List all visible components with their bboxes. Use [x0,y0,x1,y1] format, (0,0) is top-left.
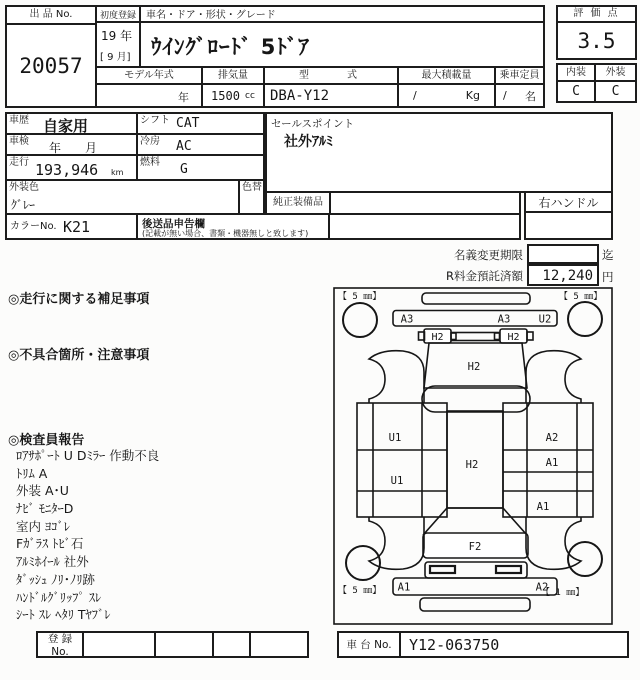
car-name-cell [141,7,543,68]
aircon-value: AC [176,139,192,154]
registration-no-label: 登 録 No. [38,633,84,656]
color-change-cell [240,181,263,213]
first-registration-cell [97,7,141,68]
defects-title: ◎不具合箇所・注意事項 [8,348,150,363]
model-year-cell [97,68,203,106]
taillight-left [430,566,455,573]
interior-label: 内装 [558,65,596,82]
exterior-value: C [611,84,620,99]
wheel-rear-right [568,542,602,576]
inspector-line: ﾄﾘﾑ A [16,465,48,481]
capacity-value: / [503,89,507,102]
model-code-cell [265,68,399,106]
ext-color-cell [7,181,240,213]
front-bumper-strip [422,293,530,304]
interior-exterior-box [556,63,637,103]
shift-cell [138,114,263,133]
mileage-label: 走行 [9,157,29,168]
inspector-line: ｼｰﾄ ｽﾚ ﾍﾀﾘ Tﾔﾌﾞﾚ [16,607,111,623]
mark-front-bumper-center: A3 [497,313,511,326]
inspector-line: Fｶﾞﾗｽ ﾄﾋﾞ石 [16,536,84,552]
color-change-label: 色替 [242,182,262,193]
later-items-empty-cell [330,215,519,238]
inspection-value: 年 月 [49,141,98,155]
genuine-equipment-label: 純正装備品 [267,193,331,213]
cowl-tick [451,333,456,340]
later-items-label: 後送品申告欄 [142,218,205,230]
color-no-label: カラーNo. [10,221,57,232]
color-no-value: K21 [63,218,91,236]
rear-bumper-bar [393,578,557,595]
cowl-tick [495,333,500,340]
front-right-fender [526,351,581,403]
mark-left-front-door: U1 [388,432,402,444]
history-value: 自家用 [43,117,89,135]
mark-front-bumper-left: A3 [400,313,414,326]
front-bumper-bar [393,311,557,327]
sales-point-value: 社外ｱﾙﾐ [284,134,333,150]
mark-right-front-door: A2 [545,432,559,444]
mark-cowl-right: H2 [507,332,520,343]
mark-front-bumper-right: U2 [538,313,552,326]
sales-point-label: セールスポイント [271,118,355,130]
tire-depth-front-right: 【 5 ㎜】 [559,292,603,302]
rear-left-fender [369,517,424,569]
car-damage-diagram [333,287,613,625]
color-no-cell [7,215,138,238]
car-name-label: 車名・ドア・形状・グレード [141,7,543,23]
mark-right-rear-door: A1 [545,457,559,469]
registration-no-cell [251,633,307,656]
auction-no-cell [7,7,97,106]
mileage-unit: km [111,168,124,177]
max-load-unit: Kg [465,89,480,102]
first-registration-year: 19 年 [101,29,133,43]
mark-hood: H2 [467,361,481,373]
handle-label: 右ハンドル [526,193,611,213]
genuine-equipment-row [265,191,521,215]
taillight-right [496,566,521,573]
sales-point-box [265,112,613,193]
fuel-value: G [180,162,188,177]
score-label: 評 価 点 [558,7,635,23]
top-info-table [5,5,545,108]
model-code-label: 型 式 [265,68,397,85]
name-change-suffix: 迄 [602,248,614,262]
auction-no-label: 出 品 No. [7,7,95,25]
capacity-unit: 名 [525,89,536,103]
color-no-row [5,213,521,240]
name-change-box [527,244,599,264]
displacement-value: 1500 [211,88,240,103]
tire-depth-front-left: 【 5 ㎜】 [338,292,382,302]
mark-cowl-left: H2 [431,332,444,343]
chassis-no-box [337,631,629,658]
registration-no-cell [214,633,251,656]
inspector-line: ｱﾙﾐﾎｲｰﾙ 社外 [16,554,89,570]
inspector-report-list [16,446,316,623]
fuel-cell [138,156,263,179]
inspector-title: ◎検査員報告 [8,433,85,448]
first-registration-label: 初度登録 [97,7,139,23]
model-code-value: DBA-Y12 [270,88,330,104]
auction-no-value: 20057 [19,53,83,78]
registration-no-table [36,631,309,658]
ext-color-value: ｸﾞﾚｰ [11,198,36,212]
tire-depth-rear-left: 【 5 ㎜】 [338,586,382,596]
cowl-tick [527,332,533,340]
registration-no-cell [156,633,214,656]
wheel-front-left [343,303,377,337]
inspector-line: ﾊﾝﾄﾞﾙｸﾞﾘｯﾌﾟ ｽﾚ [16,589,102,605]
rear-bumper-strip [420,598,530,611]
displacement-unit: cc [245,90,255,101]
front-left-fender [369,351,424,403]
tire-depth-rear-right: 【 1 ㎜】 [541,588,585,598]
score-box [556,5,637,60]
windshield [422,386,530,412]
model-year-label: モデル年式 [97,68,201,85]
shift-value: CAT [176,116,200,131]
mileage-cell [7,156,138,179]
aircon-label: 冷房 [140,136,160,147]
later-items-cell [138,215,330,238]
inspector-line: ﾛｱｻﾎﾟｰﾄ U Dﾐﾗｰ 作動不良 [16,448,160,463]
aircon-cell [138,135,263,154]
left-side-panel [357,403,447,517]
max-load-label: 最大積載量 [399,68,494,85]
mileage-value: 193,946 [35,161,99,179]
fuel-label: 燃料 [140,157,160,168]
max-load-value: / [413,89,417,102]
genuine-equipment-value [331,193,519,213]
interior-value: C [558,82,596,101]
inspector-line: 外装 A･U [16,483,69,499]
spec-row [97,68,543,106]
mark-right-quarter: A1 [536,501,550,513]
handle-box [524,191,613,240]
rear-window [424,508,526,534]
displacement-cell [203,68,265,106]
registration-no-cell [84,633,156,656]
wheel-front-right [568,302,602,336]
inspection-label: 車検 [9,136,29,147]
chassis-no-value: Y12-063750 [409,636,500,654]
displacement-label: 排気量 [203,68,263,85]
recycle-fee-suffix: 円 [602,270,614,284]
left-panel-lines [357,403,447,517]
taillight-bar [425,562,527,578]
mark-rear-bumper-right: A2 [535,581,549,594]
capacity-cell [496,68,543,106]
name-change-label: 名義変更期限 [454,248,523,262]
recycle-fee-value: 12,240 [542,268,593,284]
inspector-line: 室内 ﾖｺﾞﾚ [16,518,70,534]
later-items-note: (記載が無い場合、書類・機器無しと致します) [142,229,309,238]
shift-label: シフト [140,115,170,126]
mileage-notes-title: ◎走行に関する補足事項 [8,292,150,307]
inspection-cell [7,135,138,154]
history-label: 車歴 [9,115,29,126]
mark-left-rear-door: U1 [390,475,404,487]
wheel-rear-left [346,546,380,580]
inspector-line: ﾀﾞｯｼｭ ﾉﾘ･ﾉﾘ跡 [16,571,95,587]
exterior-label: 外装 [596,65,635,82]
car-name-value: ｳｲﾝｸﾞﾛｰﾄﾞ 5ﾄﾞｱ [151,35,310,59]
chassis-no-label: 車 台 No. [339,633,401,656]
mark-rear-gate: F2 [468,541,482,553]
score-value: 3.5 [577,28,616,53]
rear-right-fender [526,517,581,569]
first-registration-month: [ 9 月] [100,52,131,63]
ext-color-label: 外装色 [9,182,39,193]
mark-roof: H2 [465,459,479,471]
history-cell [7,114,138,133]
recycle-fee-label: R料金預託済額 [446,269,523,283]
recycle-fee-box [527,264,599,286]
capacity-label: 乗車定員 [496,68,543,85]
mark-rear-bumper-left: A1 [397,581,411,594]
details-table [5,112,265,215]
inspector-line: ﾅﾋﾞ ﾓﾆﾀｰD [16,501,74,517]
model-year-value: 年 [178,91,189,104]
max-load-cell [399,68,496,106]
